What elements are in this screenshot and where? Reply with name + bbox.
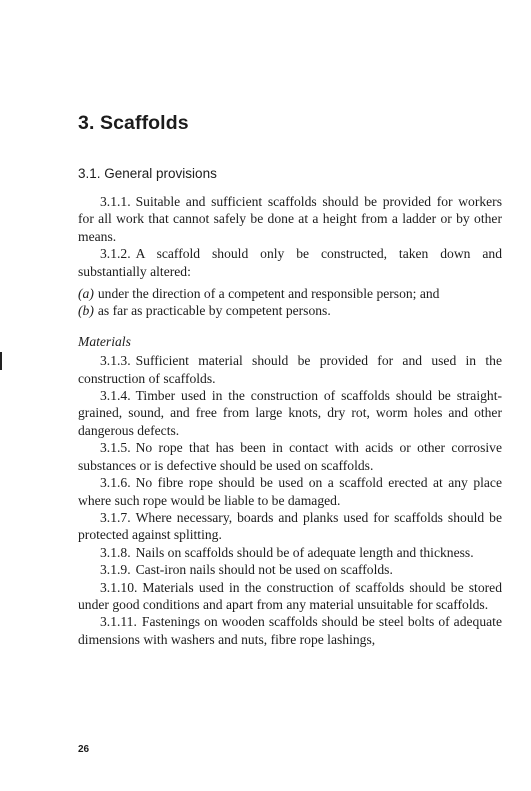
paragraph-number: 3.1.10. [100, 579, 138, 595]
paragraph-text: No rope that has been in contact with acids or other corrosive substances or is defective should be used on scaffolds. [78, 440, 502, 473]
list-item-a [78, 285, 502, 302]
paragraph-text: Timber used in the construction of scaffolds should be straight-grained, sound, and free from large knots, dry rot, worm holes and other dangerous defects. [78, 388, 502, 438]
list-marker: (a) [78, 286, 94, 302]
paragraph-text: Nails on scaffolds should be of adequate length and thickness. [135, 544, 474, 560]
paragraph-number: 3.1.5. [100, 440, 131, 456]
paragraph-3-1-11 [78, 613, 502, 648]
paragraph-number: 3.1.2. [100, 246, 131, 262]
paragraph-number: 3.1.6. [100, 475, 131, 491]
paragraph-3-1-3 [78, 352, 502, 387]
list-marker: (b) [78, 303, 94, 319]
paragraph-text: Where necessary, boards and planks used for scaffolds should be protected against splitting. [78, 509, 502, 543]
paragraph-3-1-10 [78, 579, 502, 614]
paragraph-3-1-6 [78, 474, 502, 509]
paragraph-text: A scaffold should only be constructed, taken down and substantially altered: [78, 246, 502, 279]
book-page [78, 0, 504, 791]
chapter-title: 3. Scaffolds [78, 112, 189, 134]
paragraph-3-1-5 [78, 439, 502, 474]
list-item-text: as far as practicable by competent persons. [97, 303, 331, 319]
paragraph-text: Fastenings on wooden scaffolds should be steel bolts of adequate dimensions with washers and nuts, fibre rope lashings, [78, 614, 502, 647]
paragraph-number: 3.1.3. [100, 353, 131, 369]
list-item-b [78, 302, 502, 319]
paragraph-3-1-7 [78, 509, 502, 544]
section-title: 3.1. General provisions [78, 166, 217, 181]
paragraph-3-1-1 [78, 193, 502, 245]
paragraph-text: Cast-iron nails should not be used on scaffolds. [135, 562, 393, 578]
paragraph-number: 3.1.1. [100, 194, 131, 209]
materials-heading: Materials [78, 333, 131, 349]
paragraph-number: 3.1.4. [100, 388, 131, 404]
paragraph-text: Materials used in the construction of scaffolds should be stored under good conditions and apart from any material unsuitable for scaffolds. [78, 579, 502, 612]
paragraph-text: Suitable and sufficient scaffolds should be provided for workers for all work that cannot safely be done at a height from a ladder or by other means. [78, 194, 502, 244]
paragraph-number: 3.1.9. [100, 562, 131, 578]
paragraph-3-1-4 [78, 387, 502, 439]
paragraph-3-1-8 [78, 544, 502, 561]
list-item-text: under the direction of a competent and responsible person; and [97, 286, 440, 302]
paragraph-text: No fibre rope should be used on a scaffold erected at any place where such rope would be liable to be damaged. [78, 475, 502, 508]
paragraph-number: 3.1.7. [100, 509, 131, 525]
page-body [78, 193, 502, 648]
paragraph-number: 3.1.11. [100, 614, 137, 630]
paragraph-text: Sufficient material should be provided for and used in the construction of scaffolds. [78, 353, 502, 386]
paragraph-number: 3.1.8. [100, 544, 131, 560]
scan-edge-mark [0, 352, 2, 370]
page-number: 26 [78, 744, 90, 755]
paragraph-3-1-9 [78, 561, 502, 578]
paragraph-3-1-2 [78, 245, 502, 280]
